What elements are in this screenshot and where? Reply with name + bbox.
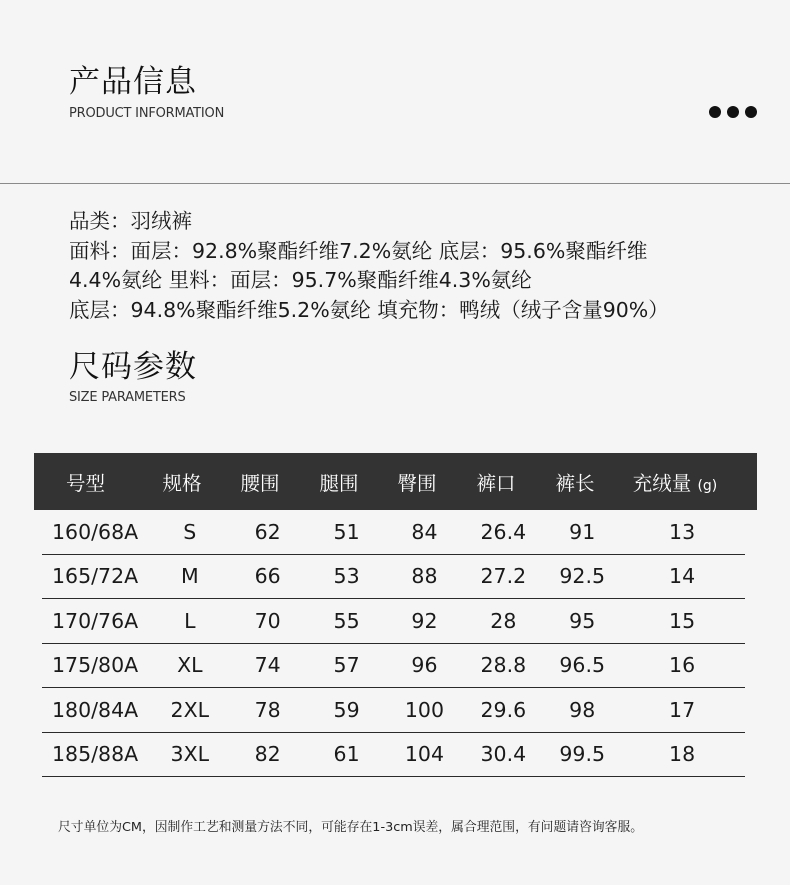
table-cell: 62 bbox=[254, 519, 281, 544]
dot-icon bbox=[745, 106, 757, 118]
header-cell: 号型 bbox=[66, 471, 106, 495]
table-cell: 175/80A bbox=[52, 653, 139, 678]
section-divider bbox=[0, 183, 790, 184]
table-cell: 185/88A bbox=[52, 742, 139, 767]
table-cell: 98 bbox=[569, 697, 596, 722]
table-cell: 92.5 bbox=[559, 564, 606, 589]
table-cell: 61 bbox=[333, 742, 360, 767]
table-cell: 99.5 bbox=[559, 742, 606, 767]
table-cell: 88 bbox=[411, 564, 438, 589]
table-cell: 104 bbox=[404, 742, 445, 767]
info-line-fabric: 面料：面层：92.8%聚酯纤维7.2%氨纶 底层：95.6%聚酯纤维 bbox=[69, 238, 648, 263]
table-row bbox=[42, 555, 745, 600]
table-cell: 170/76A bbox=[52, 608, 139, 633]
table-cell: 30.4 bbox=[480, 742, 527, 767]
info-line-lining: 4.4%氨纶 里料：面层：95.7%聚酯纤维4.3%氨纶 bbox=[69, 268, 532, 292]
table-cell: 3XL bbox=[170, 742, 210, 767]
table-cell: 165/72A bbox=[52, 564, 139, 589]
header-cell: 裤口 bbox=[476, 471, 516, 495]
info-line-category: 品类：羽绒裤 bbox=[69, 209, 192, 233]
product-info-body bbox=[69, 207, 669, 325]
table-header bbox=[34, 453, 757, 510]
size-params-title: 尺码参数 bbox=[69, 349, 197, 385]
table-cell: 57 bbox=[333, 653, 360, 678]
table-cell: 96.5 bbox=[559, 653, 606, 678]
table-cell: 96 bbox=[411, 653, 438, 678]
table-row bbox=[42, 733, 745, 778]
header-cell: 臀围 bbox=[397, 471, 437, 495]
table-cell: 14 bbox=[669, 564, 696, 589]
ellipsis-dots-icon[interactable] bbox=[709, 106, 757, 118]
header-cell: 腿围 bbox=[319, 471, 359, 495]
table-row bbox=[42, 688, 745, 733]
table-row bbox=[42, 644, 745, 689]
table-cell: 15 bbox=[669, 608, 696, 633]
dot-icon bbox=[709, 106, 721, 118]
table-cell: 17 bbox=[669, 697, 696, 722]
table-cell: 70 bbox=[254, 608, 281, 633]
table-cell: M bbox=[180, 564, 199, 589]
table-cell: 84 bbox=[411, 519, 438, 544]
header-cell: 裤长 bbox=[555, 471, 595, 495]
size-table bbox=[34, 453, 757, 777]
table-cell: 82 bbox=[254, 742, 281, 767]
product-info-subtitle: PRODUCT INFORMATION bbox=[69, 106, 225, 121]
table-body bbox=[42, 510, 745, 777]
table-cell: 51 bbox=[333, 519, 360, 544]
table-cell: 78 bbox=[254, 697, 281, 722]
header-cell-label: 充绒量 bbox=[632, 471, 692, 495]
table-cell: 92 bbox=[411, 608, 438, 633]
table-cell: 13 bbox=[669, 519, 696, 544]
table-cell: 27.2 bbox=[480, 564, 527, 589]
header-cell-fill-weight bbox=[612, 468, 738, 496]
table-cell: 26.4 bbox=[480, 519, 527, 544]
table-row bbox=[42, 599, 745, 644]
table-cell: 160/68A bbox=[52, 519, 139, 544]
table-cell: 28 bbox=[490, 608, 517, 633]
table-cell: 66 bbox=[254, 564, 281, 589]
table-cell: XL bbox=[177, 653, 203, 678]
table-cell: 16 bbox=[669, 653, 696, 678]
table-cell: 2XL bbox=[170, 697, 210, 722]
dot-icon bbox=[727, 106, 739, 118]
header-cell-unit: (g) bbox=[697, 477, 718, 494]
table-cell: 100 bbox=[404, 697, 445, 722]
table-cell: 53 bbox=[333, 564, 360, 589]
table-cell: 18 bbox=[669, 742, 696, 767]
table-cell: 95 bbox=[569, 608, 596, 633]
size-footnote: 尺寸单位为CM，因制作工艺和测量方法不同，可能存在1-3cm误差，属合理范围，有问题请咨询客服。 bbox=[58, 820, 644, 835]
table-cell: 91 bbox=[569, 519, 596, 544]
table-cell: 59 bbox=[333, 697, 360, 722]
table-row bbox=[42, 510, 745, 555]
table-cell: L bbox=[184, 608, 196, 633]
info-line-filling: 底层：94.8%聚酯纤维5.2%氨纶 填充物：鸭绒（绒子含量90%） bbox=[69, 297, 669, 322]
product-info-title: 产品信息 bbox=[69, 64, 197, 100]
header-cell: 腰围 bbox=[240, 471, 280, 495]
table-cell: 180/84A bbox=[52, 697, 139, 722]
table-cell: S bbox=[183, 519, 197, 544]
table-cell: 28.8 bbox=[480, 653, 527, 678]
table-cell: 55 bbox=[333, 608, 360, 633]
table-cell: 74 bbox=[254, 653, 281, 678]
header-cell: 规格 bbox=[162, 471, 202, 495]
size-params-subtitle: SIZE PARAMETERS bbox=[69, 390, 186, 405]
table-cell: 29.6 bbox=[480, 697, 527, 722]
